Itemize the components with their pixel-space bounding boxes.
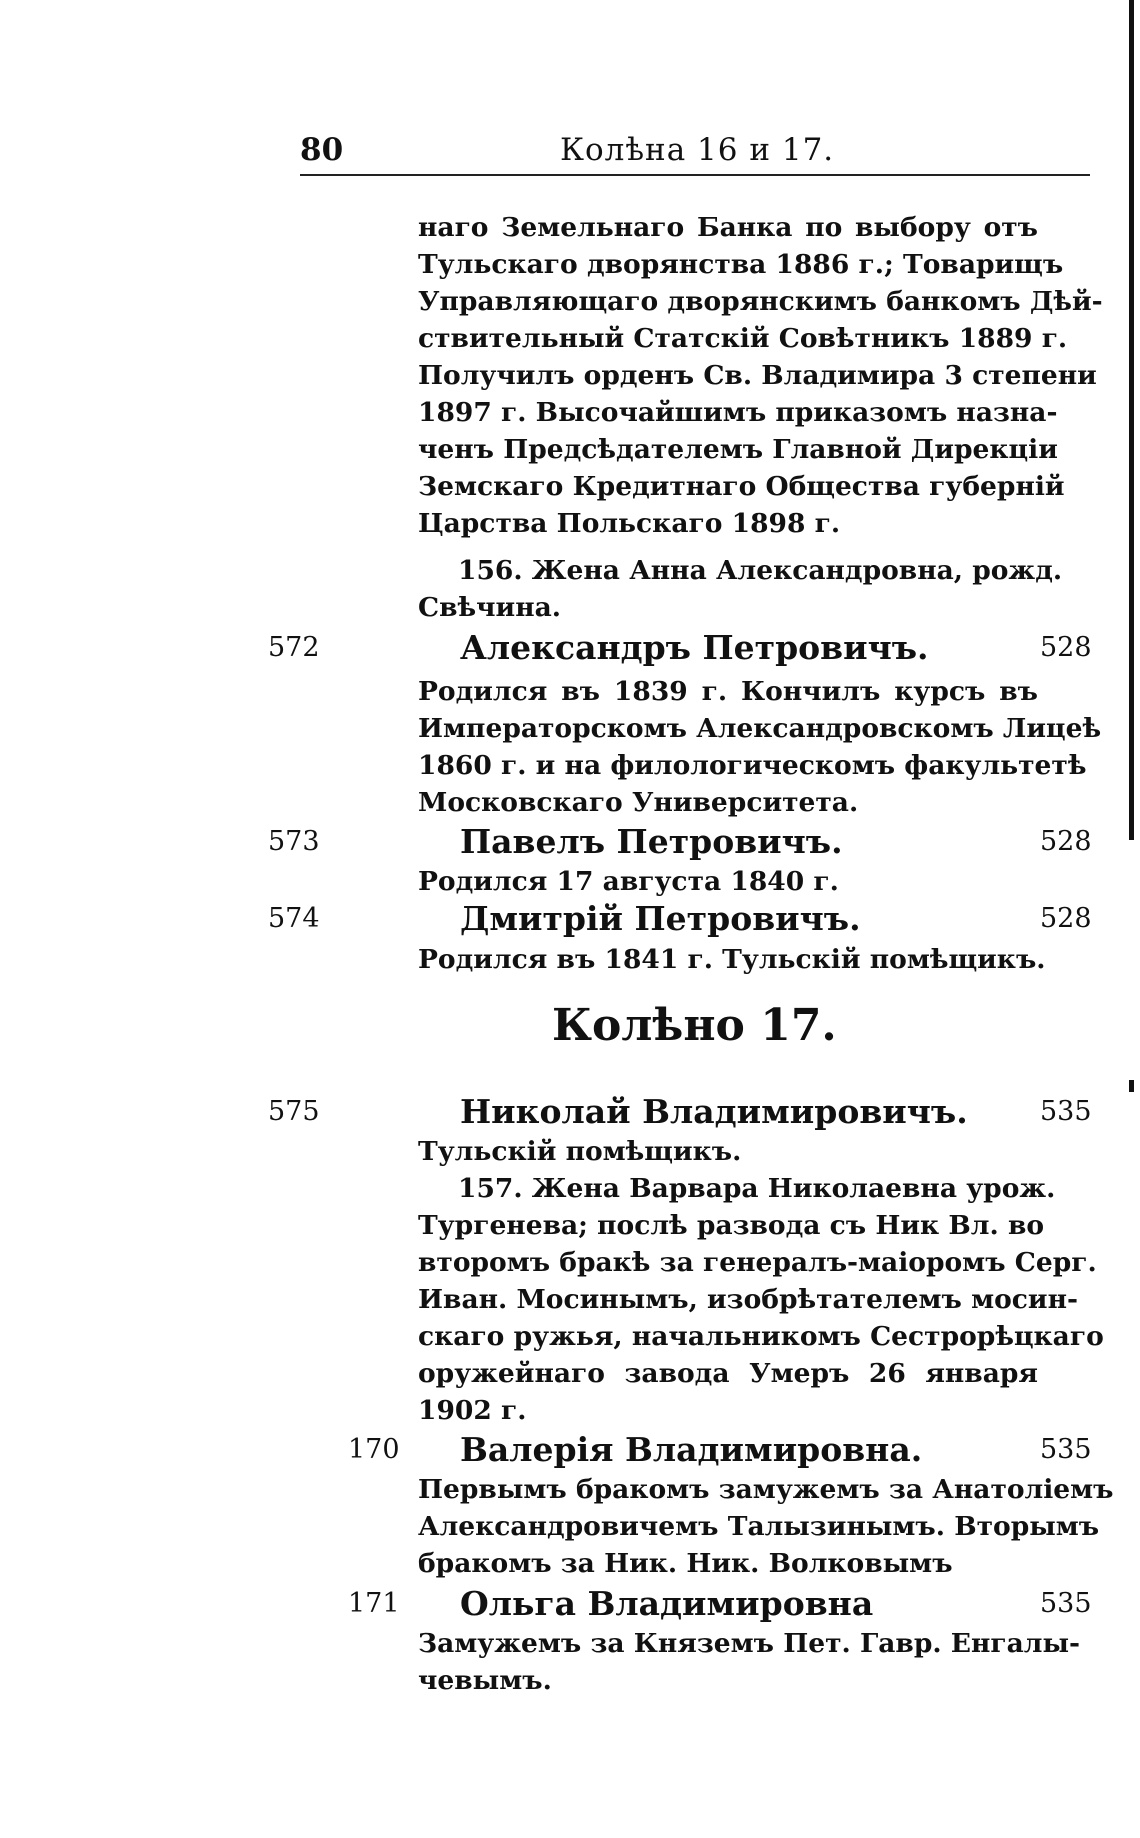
text-line: ствительный Статскій Совѣтникъ 1889 г. <box>418 323 1068 354</box>
entry-number: 574 <box>268 903 320 934</box>
page-header <box>300 132 1090 172</box>
entry-name: Валерія Владимировна. <box>460 1430 923 1469</box>
text-line: чевымъ. <box>418 1665 552 1696</box>
text-line: Первымъ бракомъ замужемъ за Анатоліемъ <box>418 1474 1114 1505</box>
text-line: Родился въ 1841 г. Тульскій помѣщикъ. <box>418 944 1046 975</box>
page-edge-mark <box>1129 1080 1134 1092</box>
text-line: наго Земельнаго Банка по выбору отъ <box>418 212 1038 243</box>
entry-ref: 535 <box>1040 1434 1092 1465</box>
entry-number: 170 <box>348 1434 400 1465</box>
header-rule <box>300 174 1090 176</box>
wife-note: второмъ бракѣ за генералъ-маіоромъ Серг. <box>418 1247 1097 1278</box>
page-edge-line <box>1129 0 1134 840</box>
entry-name: Ольга Владимировна <box>460 1584 874 1623</box>
entry-name: Дмитрій Петровичъ. <box>460 899 861 938</box>
entry-name: Павелъ Петровичъ. <box>460 822 843 861</box>
text-line: Получилъ орденъ Св. Владимира 3 степени <box>418 360 1097 391</box>
text-line: 1897 г. Высочайшимъ приказомъ назна- <box>418 397 1058 428</box>
wife-note: Иван. Мосинымъ, изобрѣтателемъ мосин- <box>418 1284 1078 1315</box>
wife-note: оружейнаго завода Умеръ 26 января <box>418 1358 1038 1389</box>
text-line: Московскаго Университета. <box>418 787 859 818</box>
wife-note: Тургенева; послѣ развода съ Ник Вл. во <box>418 1210 1045 1241</box>
text-line: Тульскаго дворянства 1886 г.; Товарищъ <box>418 249 1064 280</box>
entry-number: 573 <box>268 826 320 857</box>
text-line: ченъ Предсѣдателемъ Главной Дирекціи <box>418 434 1058 465</box>
section-title: Колѣно 17. <box>552 1000 837 1051</box>
text-line: Александровичемъ Талызинымъ. Вторымъ <box>418 1511 1100 1542</box>
text-line: Родился 17 августа 1840 г. <box>418 866 839 897</box>
text-line: Царства Польскаго 1898 г. <box>418 508 841 539</box>
entry-number: 572 <box>268 632 320 663</box>
entry-ref: 535 <box>1040 1096 1092 1127</box>
page-number: 80 <box>300 132 344 168</box>
entry-ref: 535 <box>1040 1588 1092 1619</box>
running-title: Колѣна 16 и 17. <box>560 132 835 168</box>
entry-number: 171 <box>348 1588 400 1619</box>
text-line: Родился въ 1839 г. Кончилъ курсъ въ <box>418 676 1038 707</box>
text-line: бракомъ за Ник. Ник. Волковымъ <box>418 1548 953 1579</box>
text-line: Замужемъ за Княземъ Пет. Гавр. Енгалы- <box>418 1628 1081 1659</box>
wife-note: 1902 г. <box>418 1395 527 1426</box>
entry-number: 575 <box>268 1096 320 1127</box>
entry-name: Александръ Петровичъ. <box>460 628 929 667</box>
entry-ref: 528 <box>1040 632 1092 663</box>
wife-note: 157. Жена Варвара Николаевна урож. <box>458 1173 1056 1204</box>
text-line: Тульскій помѣщикъ. <box>418 1136 742 1167</box>
text-line: Императорскомъ Александровскомъ Лицеѣ <box>418 713 1102 744</box>
entry-name: Николай Владимировичъ. <box>460 1092 968 1131</box>
wife-note: Свѣчина. <box>418 592 561 623</box>
text-line: 1860 г. и на филологическомъ факультетѣ <box>418 750 1087 781</box>
entry-ref: 528 <box>1040 826 1092 857</box>
wife-note: 156. Жена Анна Александровна, рожд. <box>458 555 1063 586</box>
text-line: Управляющаго дворянскимъ банкомъ Дѣй- <box>418 286 1103 317</box>
wife-note: скаго ружья, начальникомъ Сестрорѣцкаго <box>418 1321 1104 1352</box>
entry-ref: 528 <box>1040 903 1092 934</box>
text-line: Земскаго Кредитнаго Общества губерній <box>418 471 1065 502</box>
